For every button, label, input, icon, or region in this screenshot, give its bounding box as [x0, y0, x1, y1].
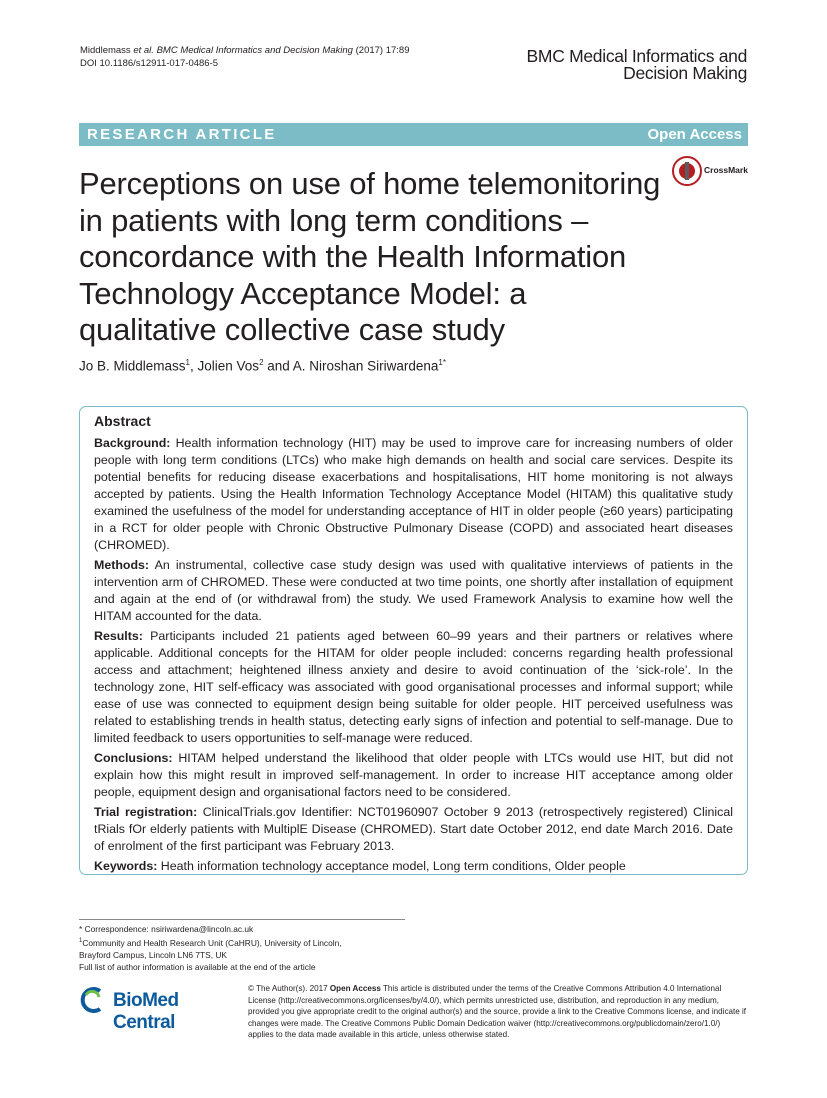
- section-text: Heath information technology acceptance model, Long term conditions, Older people: [157, 859, 626, 873]
- author-name[interactable]: Jo B. Middlemass: [79, 358, 186, 374]
- abstract-box: [79, 406, 748, 875]
- citation-year: (2017) 17:89: [352, 45, 410, 56]
- abstract-heading: Abstract: [94, 413, 151, 429]
- affiliation: [79, 935, 342, 949]
- footnote-divider: [79, 919, 405, 920]
- citation-authors: Middlemass: [80, 45, 134, 56]
- section-text: Health information technology (HIT) may be used to improve care for increasing numbers of older people with long term conditions (LTCs) who make high demands on health and social care services. Despite its potential benefits for reducing disease exacerbations and hospitalisations, HIT home monitoring is not always accepted by patients. Using the Health Information Technology Acceptance Model (HITAM) this qualitative study examined the usefulness of the model for understanding acceptance of HIT in older people (≥60 years) participating in a RCT for older people with Chronic Obstructive Pulmonary Disease (COPD) and associated heart diseases (CHROMED).: [94, 436, 733, 552]
- biomed-central-logo: [79, 986, 107, 1014]
- crossmark-badge[interactable]: [672, 156, 752, 186]
- title-line: concordance with the Health Information: [79, 239, 627, 274]
- abstract-background: [94, 435, 733, 554]
- section-label: Results:: [94, 629, 143, 643]
- citation-header: [80, 44, 410, 70]
- author-name[interactable]: Jolien Vos: [197, 358, 260, 374]
- affiliation-marker: 2: [259, 358, 264, 367]
- affiliation-line: Brayford Campus, Lincoln LN6 7TS, UK: [79, 949, 228, 960]
- section-label: Methods:: [94, 558, 150, 572]
- publisher-name: BioMed Central: [113, 990, 179, 1033]
- section-text: Participants included 21 patients aged between 60–99 years and their partners or relatives where applicable. Additional concepts for the HITAM for older people included: concerns regarding health professional access and attachment; heightened illness anxiety and desire to avoid continuation of the ‘sick-role’. In the technology zone, HIT self-efficacy was associated with good organisational processes and informal support; while ease of use was connected to equipment design being suitable for older people. HIT perceived usefulness was related to establishing trends in health status, detecting early signs of infection and potential to self-manage. Due to limited feedback to users opportunities to self-manage were reduced.: [94, 629, 733, 745]
- abstract-trial-registration: [94, 804, 733, 855]
- title-line: Perceptions on use of home telemonitoring: [79, 166, 661, 201]
- title-line: Technology Acceptance Model: a: [79, 275, 527, 311]
- abstract-methods: [94, 557, 733, 625]
- author-info-note: Full list of author information is available at the end of the article: [79, 961, 316, 972]
- correspondence-email[interactable]: * Correspondence: nsiriwardena@lincoln.ac.uk: [79, 924, 254, 934]
- abstract-conclusions: [94, 750, 733, 801]
- article-title: [79, 166, 679, 349]
- article-type-label: RESEARCH ARTICLE: [87, 126, 277, 143]
- author-name[interactable]: A. Niroshan Siriwardena: [292, 358, 439, 374]
- crossmark-label: CrossMark: [704, 165, 748, 175]
- author-list: [79, 358, 446, 374]
- publisher-logo: [79, 984, 239, 1033]
- journal-name-line2: Decision Making: [623, 63, 747, 83]
- affiliation-marker: 1: [185, 358, 190, 367]
- doi[interactable]: DOI 10.1186/s12911-017-0486-5: [80, 58, 219, 69]
- abstract-results: [94, 628, 733, 747]
- license-body: This article is distributed under the terms of the Creative Commons Attribution 4.0 International License (http://creativecommons.org/licenses/by/4.0/), which permits unrestricted use, distribution, and reproduction in any medium, provided you give appropriate credit to the original author(s) and the source, provide a link to the Creative Commons license, and indicate if changes were made. The Creative Commons Public Domain Dedication waiver (http://creativecommons.org/publicdomain/zero/1.0/) applies to the data made available in this article, unless otherwise stated.: [248, 984, 747, 1040]
- affiliation-marker: 1*: [438, 358, 446, 367]
- open-access-bold: Open Access: [329, 984, 381, 993]
- citation-journal: et al. BMC Medical Informatics and Decision Making: [133, 45, 353, 56]
- license-text: [248, 983, 748, 1041]
- section-label: Keywords:: [94, 859, 158, 873]
- article-type-banner: [79, 123, 748, 146]
- section-text: An instrumental, collective case study design was used with qualitative interviews of patients in the intervention arm of CHROMED. These were conducted at two time points, one shortly after installation of equipment and again at the end of (or withdrawal from) the study. We used Framework Analysis to examine how well the HITAM accounted for the data.: [94, 558, 733, 623]
- footnotes: [79, 923, 342, 973]
- abstract-keywords: [94, 858, 733, 875]
- journal-name: [527, 48, 747, 82]
- section-label: Trial registration:: [94, 805, 198, 819]
- title-line: qualitative collective case study: [79, 312, 505, 347]
- affiliation-marker: 1: [79, 938, 83, 944]
- author-separator: and: [263, 358, 293, 374]
- section-label: Conclusions:: [94, 751, 173, 765]
- copyright: © The Author(s). 2017: [248, 984, 330, 993]
- section-text: HITAM helped understand the likelihood that older people with LTCs would use HIT, but did not explain how this might result in improved self-management. In order to increase HIT acceptance among older people, equipment design and organisational factors need to be considered.: [94, 751, 733, 799]
- citation-line: [80, 44, 410, 57]
- title-line: in patients with long term conditions –: [79, 202, 589, 238]
- section-text: ClinicalTrials.gov Identifier: NCT01960907 October 9 2013 (retrospectively registered) Clinical tRials fOr elderly patients with MultiplE Disease (CHROMED). Start date October 2012, end date March 2016. Date of enrolment of the first participant was February 2013.: [94, 805, 733, 853]
- affiliation-line: Community and Health Research Unit (CaHRU), University of Lincoln,: [82, 937, 342, 948]
- journal-name-line1: BMC Medical Informatics and: [526, 46, 747, 66]
- section-label: Background:: [94, 436, 171, 450]
- open-access-label: Open Access: [647, 126, 742, 143]
- author-separator: ,: [190, 358, 198, 374]
- crossmark-icon: [672, 156, 702, 186]
